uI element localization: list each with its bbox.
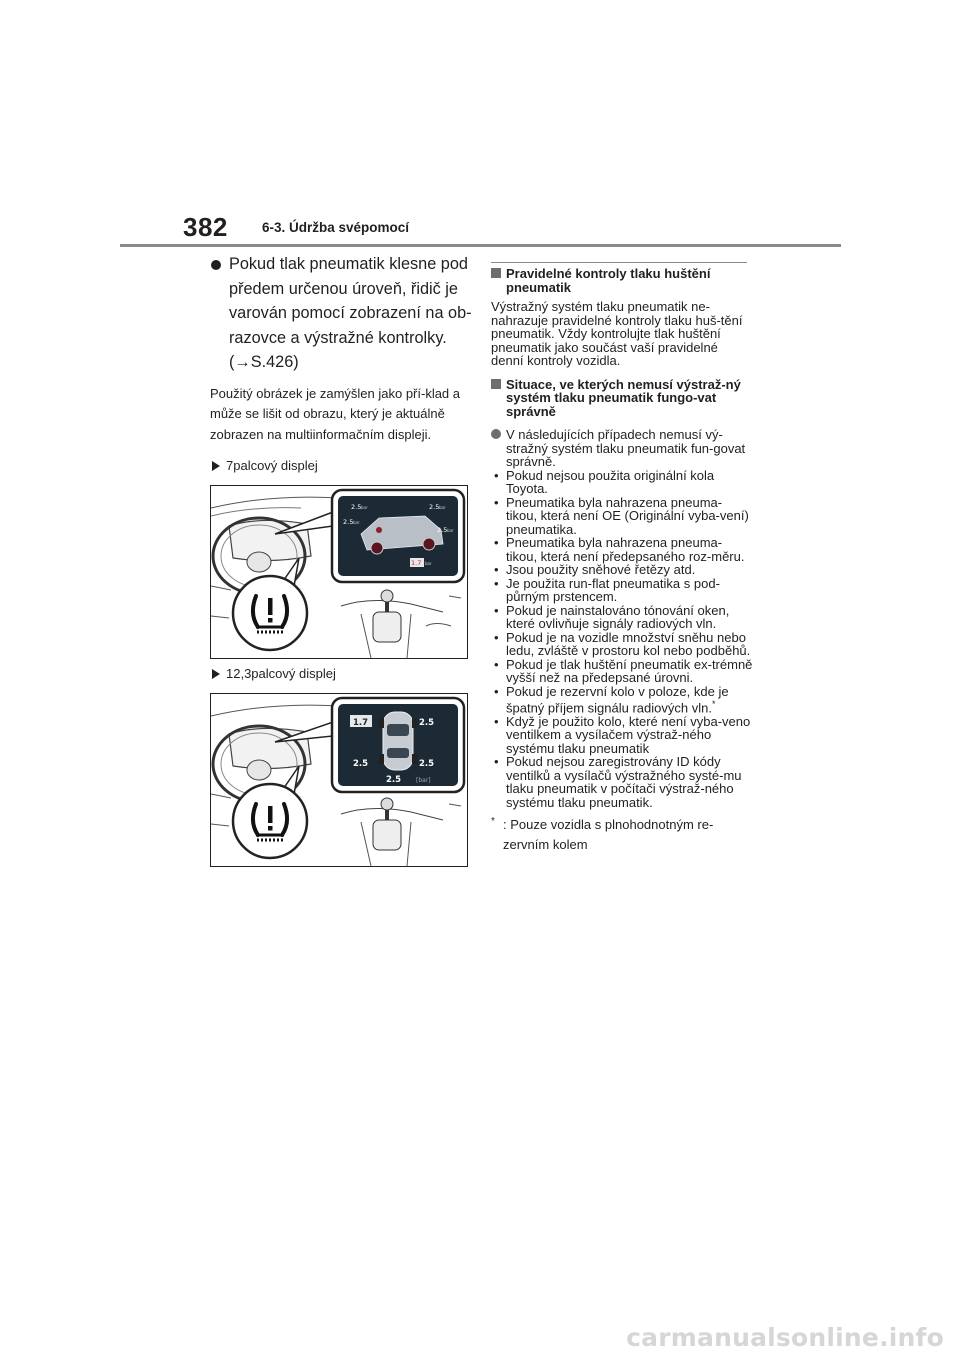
list-item: • Pneumatika byla nahrazena pneuma-tikou, která není předepsaného roz-měru. [494, 535, 745, 564]
fig2-unit: [bar] [416, 777, 431, 784]
dashboard-illustration-12inch [211, 694, 467, 866]
bullet-text: Pokud tlak pneumatik klesne pod předem určenou úroveň, řidič je varován pomocí zobrazení na ob-razovce a výstražné kontrolky. [229, 255, 472, 347]
fig1-value-fr: 2.5 [429, 503, 440, 511]
footnote [491, 815, 753, 855]
fig1-unit-fr: bar [439, 505, 446, 510]
list-item: • Pneumatika byla nahrazena pneuma-tikou, která není OE (Originální vyba-vení) pneumatika. [494, 494, 749, 537]
fig1-value-rl: 2.5 [343, 518, 354, 526]
list-item: • Pokud je na vozidle množství sněhu nebo ledu, zvláště v prostoru kol nebo podběhů. [494, 629, 751, 658]
list-item: • Jsou použity sněhové řetězy atd. [494, 562, 696, 577]
square-bullet-icon [491, 379, 501, 389]
list-item: • Je použita run-flat pneumatika s pod-půrným prstencem. [494, 575, 720, 604]
fig2-value-fl: 1.7 [353, 718, 369, 728]
footnote-mark: * [491, 816, 495, 828]
fig1-unit-rl: bar [353, 520, 360, 525]
header-rule [120, 244, 841, 247]
fig2-value-rl: 2.5 [353, 759, 369, 769]
figure-7inch-display [210, 485, 468, 659]
heading-regular-checks-text: Pravidelné kontroly tlaku huštění pneumatik [506, 266, 711, 295]
right-column [491, 262, 753, 855]
bullet-dot-icon [211, 260, 221, 270]
list-item: • Pokud nejsou použita originální kola Toyota. [494, 467, 715, 496]
section-divider [491, 262, 747, 263]
section-title: 6-3. Údržba svépomocí [262, 220, 410, 235]
situations-lead [491, 428, 753, 469]
fig1-unit-low: bar [425, 561, 432, 566]
fig2-label: 12,3palcový displej [226, 666, 336, 681]
heading-malfunction-situations [491, 378, 753, 419]
left-column [210, 252, 472, 867]
footnote-text: : Pouze vozidla s plnohodnotným re-zervním kolem [503, 817, 714, 853]
watermark: carmanualsonline.info [626, 1323, 944, 1352]
heading-malfunction-situations-text: Situace, ve kterých nemusí výstraž-ný systém tlaku pneumatik fungo-vat správně [506, 376, 741, 419]
list-item: • Pokud je tlak huštění pneumatik ex-trémně vyšší než na předepsané úrovni. [494, 656, 753, 685]
list-item: • Pokud je nainstalováno tónování oken, které ovlivňuje signály radiových vln. [494, 602, 730, 631]
circle-bullet-icon [491, 429, 501, 439]
fig1-value-fl: 2.5 [351, 503, 362, 511]
fig2-value-rr: 2.5 [419, 759, 435, 769]
regular-checks-text: Výstražný systém tlaku pneumatik ne-nahrazuje pravidelné kontroly tlaku huš-tění pneumatik. Vždy kontrolujte tlak huštění pneumatik jako součást vaší pravidelné denní kontroly vozidla. [491, 299, 743, 368]
tpms-bullet [210, 252, 472, 375]
dashboard-illustration-7inch [211, 486, 467, 658]
situations-list [491, 469, 753, 810]
illustration-note: Použitý obrázek je zamýšlen jako pří-klad a může se lišit od obrazu, který je aktuálně zobrazen na multiinformačním displeji. [210, 385, 461, 442]
fig1-label: 7palcový displej [226, 458, 318, 473]
fig1-caption [210, 457, 472, 475]
triangle-bullet-icon [212, 669, 220, 679]
figure-12inch-display [210, 693, 468, 867]
fig1-unit-fl: bar [361, 505, 368, 510]
fig2-caption [210, 665, 472, 683]
square-bullet-icon [491, 268, 501, 278]
situations-lead-text: V následujících případech nemusí vý-stražný systém tlaku pneumatik fun-govat správně. [506, 427, 746, 469]
footnote-ref: * [711, 699, 716, 709]
bullet-ref-link[interactable]: (→S.426) [229, 353, 299, 371]
list-item: • Pokud nejsou zaregistrovány ID kódy ventilků a vysílačů výstražného systé-mu tlaku pneumatik v počítači výstraž-ného systému tlaku pneumatik. [494, 754, 742, 810]
fig1-value-low: 1.7 [411, 559, 422, 567]
list-item: • Když je použito kolo, které není vyba-veno ventilkem a vysílačem výstraž-ného systému tlaku pneumatik [494, 713, 751, 756]
triangle-bullet-icon [212, 461, 220, 471]
fig1-value-rr: 2.5 [437, 526, 448, 534]
page-number: 382 [183, 212, 228, 242]
fig1-unit-rr: bar [447, 528, 454, 533]
fig2-value-fr: 2.5 [419, 718, 435, 728]
list-item: • Pokud je rezervní kolo v poloze, kde je špatný příjem signálu radiových vln.* [494, 683, 729, 716]
heading-regular-checks [491, 267, 753, 294]
fig2-value-spare: 2.5 [386, 775, 402, 785]
